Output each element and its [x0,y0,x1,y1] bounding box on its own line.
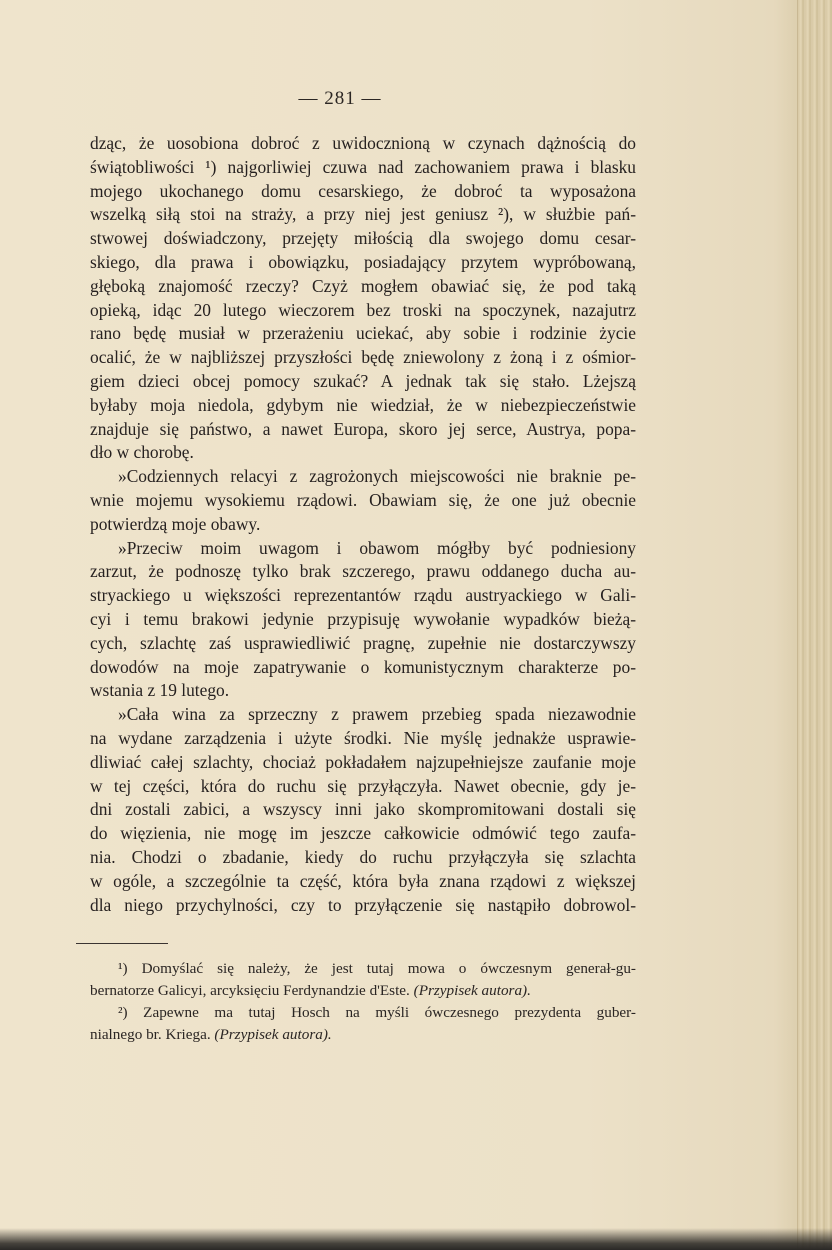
footnote-2-text: nialnego br. Kriega. [90,1026,211,1043]
footnote-1-text: bernatorze Galicyi, arcyksięciu Ferdynandzie d'Este. [90,982,410,999]
text-line: do więzienia, nie mogę im jeszcze całkowicie odmówić tego zaufa- [90,823,636,844]
text-line: w ogóle, a szczególnie ta część, która była znana rządowi z większej [90,870,636,891]
text-line: potwierdzą moje obawy. [90,513,261,534]
text-line: wszelką siłą stoi na straży, a przy niej jest geniusz ²), w służbie pań- [90,204,636,225]
footnote-1-line-2 [90,980,636,1002]
text-line: dowodów na moje zapatrywanie o komunistycznym charakterze po- [90,656,636,677]
page-number: — 281 — [298,88,382,109]
text-line: w tej części, która do ruchu się przyłączyła. Nawet obecnie, gdy je- [90,775,636,796]
text-line: stryackiego u większości reprezentantów rządu austryackiego w Gali- [90,585,636,606]
text-line: »Przeciw moim uwagom i obawom mógłby być podniesiony [118,537,636,558]
text-line: dla niego przychylności, czy to przyłączenie się nastąpiło dobrowol- [90,894,636,915]
text-line: stwowej doświadczony, przejęty miłością dla swojego domu cesar- [90,228,636,249]
text-line: znajduje się państwo, a nawet Europa, skoro jej serce, Austrya, popa- [90,418,636,439]
text-line: mojego ukochanego domu cesarskiego, że dobroć ta wyposażona [90,180,636,201]
footnote-1-author-note: (Przypisek autora). [413,982,531,999]
text-line: cyi i temu brakowi jedynie przypisuję wywołanie wypadków bieżą- [90,608,636,629]
text-line: byłaby moja niedola, gdybym nie wiedział, że w niebezpieczeństwie [90,394,636,415]
text-line: wnie mojemu wysokiemu rządowi. Obawiam się, że one już obecnie [90,489,636,510]
text-line: »Codziennych relacyi z zagrożonych miejscowości nie braknie pe- [118,466,636,487]
text-line: ocalić, że w najbliższej przyszłości będę zniewolony z żoną i z ośmior- [90,347,636,368]
text-line: dliwiać całej szlachty, chociaż pokładałem najzupełniejsze zaufanie moje [90,751,636,772]
text-line: opieką, idąc 20 lutego wieczorem bez troski na spoczynek, nazajutrz [90,299,636,320]
text-line: głęboką znajomość rzeczy? Czyż mogłem obawiać się, że pod taką [90,275,636,296]
text-line: cych, szlachtę zaś usprawiedliwić pragnę, zupełnie nie dostarczywszy [90,632,636,653]
scan-bottom-shadow [0,1228,832,1250]
text-line: zarzut, że podnoszę tylko brak szczerego, prawu oddanego ducha au- [90,561,636,582]
text-line: »Cała wina za sprzeczny z prawem przebieg spada niezawodnie [118,704,636,725]
footnote-1-line-1: ¹) Domyślać się należy, że jest tutaj mowa o ówczesnym generał-gu- [118,960,636,977]
body-text [90,132,636,917]
footnote-2-line-1: ²) Zapewne ma tutaj Hosch na myśli ówczesnego prezydenta guber- [118,1004,636,1021]
text-line: nia. Chodzi o zbadanie, kiedy do ruchu przyłączyła się szlachta [90,846,636,867]
text-line: świątobliwości ¹) najgorliwiej czuwa nad zachowaniem prawa i blasku [90,156,636,177]
page-edge-shadow [797,0,832,1250]
text-line: dni zostali zabici, a wszyscy inni jako skompromitowani dostali się [90,799,636,820]
text-line: giem dzieci obcej pomocy szukać? A jednak tak się stało. Lżejszą [90,370,636,391]
text-line: na wydane zarządzenia i użyte środki. Nie myślę jednakże usprawie- [90,727,636,748]
text-line: dząc, że uosobiona dobroć z uwidocznioną w czynach dążnością do [90,133,636,153]
text-line: dło w chorobę. [90,442,194,463]
footnote-separator [76,943,168,944]
text-line: wstania z 19 lutego. [90,680,230,701]
text-line: rano będę musiał w przerażeniu uciekać, aby sobie i rodzinie życie [90,323,636,344]
footnotes [90,958,636,1046]
footnote-2-line-2 [90,1024,636,1046]
footnote-2-author-note: (Przypisek autora). [214,1026,332,1043]
text-line: skiego, dla prawa i obowiązku, posiadający przytem wypróbowaną, [90,251,636,272]
